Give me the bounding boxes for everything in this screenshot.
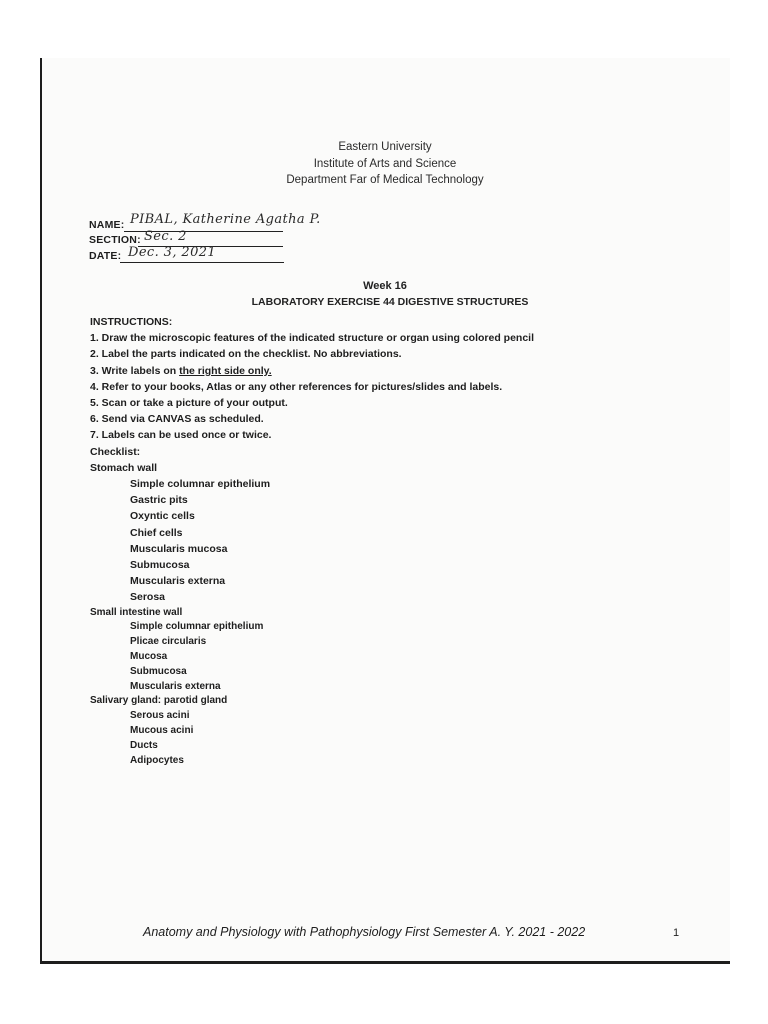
- exercise-title: LABORATORY EXERCISE 44 DIGESTIVE STRUCTURES: [251, 296, 529, 308]
- department-name: Department Far of Medical Technology: [286, 174, 484, 186]
- list-item: Serous acini: [130, 710, 190, 722]
- checklist-heading: Checklist:: [90, 445, 141, 458]
- university-name: Eastern University: [338, 141, 432, 153]
- small-intestine-title: Small intestine wall: [90, 606, 183, 618]
- name-label: NAME:: [89, 219, 125, 231]
- section-label: SECTION:: [89, 234, 141, 246]
- date-label: DATE:: [89, 250, 122, 262]
- list-item: Serosa: [130, 591, 166, 604]
- list-item: Submucosa: [130, 665, 187, 677]
- footer-course: Anatomy and Physiology with Pathophysiology First Semester A. Y. 2021 - 2022: [143, 925, 586, 939]
- instruction-3: [90, 363, 534, 379]
- instruction-7: 7. Labels can be used once or twice.: [90, 429, 272, 442]
- instruction-4: 4. Refer to your books, Atlas or any other references for pictures/slides and labels.: [90, 380, 503, 393]
- list-item: Muscularis mucosa: [130, 542, 228, 555]
- page-number: 1: [673, 927, 680, 939]
- list-item: Adipocytes: [130, 754, 184, 766]
- list-item: Mucosa: [130, 651, 168, 663]
- stomach-wall-title: Stomach wall: [90, 461, 158, 474]
- list-item: Simple columnar epithelium: [130, 478, 271, 491]
- date-value[interactable]: Dec. 3, 2021: [128, 245, 217, 260]
- date-line: [120, 262, 284, 263]
- instruction-5: 5. Scan or take a picture of your output.: [90, 397, 288, 410]
- salivary-gland-title: Salivary gland: parotid gland: [90, 695, 228, 707]
- list-item: Muscularis externa: [130, 575, 226, 588]
- instructions-content: [90, 314, 534, 768]
- instructions-heading: INSTRUCTIONS:: [90, 316, 173, 328]
- week-title: Week 16: [363, 280, 407, 292]
- list-item: Mucous acini: [130, 725, 194, 737]
- section-value[interactable]: Sec. 2: [144, 229, 187, 244]
- list-item: Chief cells: [130, 526, 183, 539]
- list-item: Gastric pits: [130, 494, 188, 507]
- list-item: Oxyntic cells: [130, 510, 195, 523]
- instruction-3-underlined: the right side only.: [179, 364, 272, 377]
- instruction-3-text: 3. Write labels on: [90, 364, 180, 377]
- list-item: Simple columnar epithelium: [130, 621, 264, 633]
- instruction-2: 2. Label the parts indicated on the checklist. No abbreviations.: [90, 348, 402, 361]
- instruction-6: 6. Send via CANVAS as scheduled.: [90, 413, 264, 426]
- institute-name: Institute of Arts and Science: [313, 157, 457, 170]
- name-value[interactable]: PIBAL, Katherine Agatha P.: [130, 212, 321, 227]
- list-item: Ducts: [130, 739, 158, 751]
- list-item: Muscularis externa: [130, 680, 221, 692]
- document-header: [280, 139, 490, 189]
- instruction-1: 1. Draw the microscopic features of the indicated structure or organ using colored pencil: [90, 332, 535, 345]
- list-item: Submucosa: [130, 559, 190, 572]
- list-item: Plicae circularis: [130, 636, 207, 648]
